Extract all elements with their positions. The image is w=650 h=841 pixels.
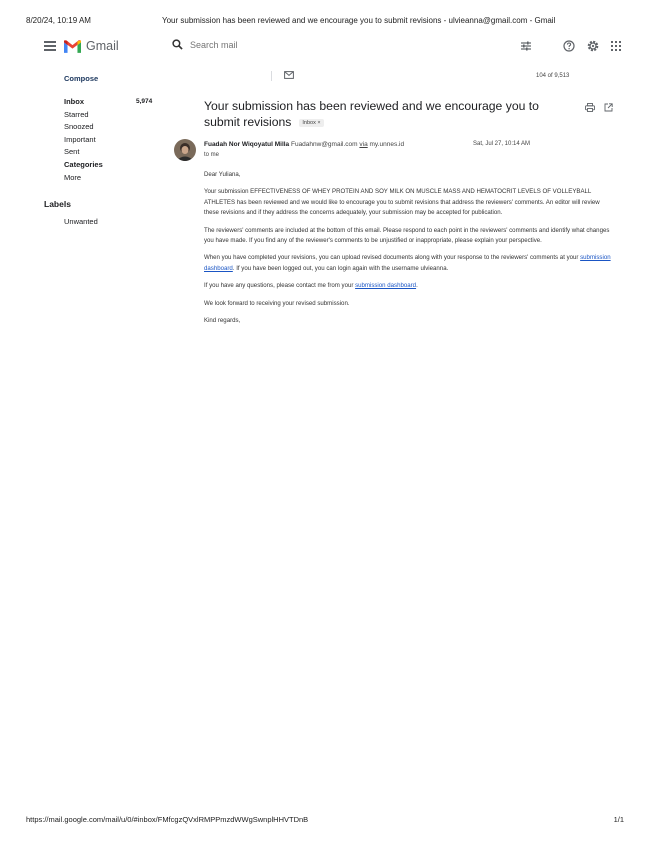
search-bar[interactable] [172, 39, 390, 50]
search-input[interactable] [190, 40, 390, 50]
body-paragraph-3: When you have completed your revisions, you can upload revised documents along with your response to the reviewers' comments at your submission dashboard. If you have been logged out, you can login again with the username ulvieanna. [204, 254, 611, 272]
mark-unread-icon[interactable] [284, 71, 294, 79]
open-in-new-window-icon[interactable] [604, 103, 613, 112]
sender-email: Fuadahnw@gmail.com [290, 141, 358, 148]
submission-dashboard-link[interactable]: submission dashboard [355, 282, 417, 290]
gmail-logo[interactable] [64, 39, 119, 53]
message-date: Sat, Jul 27, 10:14 AM [473, 141, 531, 147]
sidebar-item-starred[interactable]: Starred [64, 109, 89, 119]
toolbar-divider [271, 71, 272, 81]
filter-icon[interactable] [520, 40, 532, 52]
body-paragraph-4: If you have any questions, please contact me from your submission dashboard. [204, 282, 418, 290]
sidebar-item-important[interactable]: Important [64, 134, 96, 144]
sidebar-nav [64, 96, 160, 184]
recipient-to-me[interactable]: to me [204, 152, 220, 158]
menu-icon[interactable] [44, 41, 56, 51]
compose-button[interactable]: Compose [64, 74, 99, 83]
sidebar-item-categories[interactable]: Categories [64, 159, 103, 169]
message-subject [204, 99, 576, 131]
sidebar-item-sent[interactable]: Sent [64, 147, 80, 157]
unread-count: 5,974 [136, 98, 153, 105]
sidebar-item-snoozed[interactable]: Snoozed [64, 122, 94, 132]
sender-line [204, 141, 404, 148]
message-pager: 104 of 9,513 [536, 73, 570, 79]
avatar[interactable] [174, 139, 196, 161]
submission-dashboard-link[interactable]: submission dashboard [204, 254, 611, 272]
gmail-m-icon [64, 40, 81, 53]
help-icon[interactable] [563, 40, 575, 52]
sidebar-item-more[interactable]: More [64, 172, 82, 182]
via-word: via [359, 141, 368, 148]
via-domain: my.unnes.id [369, 141, 405, 148]
message-body [204, 170, 614, 333]
apps-grid-icon[interactable] [610, 40, 622, 52]
sender-name[interactable]: Fuadah Nor Wiqoyatul Milla [204, 141, 290, 148]
body-paragraph-1: Your submission EFFECTIVENESS OF WHEY PROTEIN AND SOY MILK ON MUSCLE MASS AND HEMATOCRIT LEVELS OF VOLLEYBALL ATHLETES has been reviewed and we would like to encourage you to submit revisions that address the reviewers' comments. An editor will review these revisions and if they address the concerns adequately, your submission may be accepted for publication. [204, 188, 600, 217]
inbox-label-chip[interactable]: Inbox × [299, 119, 323, 127]
subject-text: Your submission has been reviewed and we encourage you to submit revisions [204, 99, 539, 129]
settings-icon[interactable] [587, 40, 599, 52]
body-paragraph-5: We look forward to receiving your revised submission. [204, 299, 350, 307]
labels-heading: Labels [44, 199, 71, 209]
label-item-unwanted[interactable]: Unwanted [64, 217, 98, 226]
body-paragraph-2: The reviewers' comments are included at the bottom of this email. Please respond to each point in the reviewers' comments and identify what changes you have made. If you find any of the reviewer's comments to be unjustified or inappropriate, please explain your perspective. [204, 226, 610, 245]
search-icon[interactable] [172, 39, 183, 50]
greeting: Dear Yuliana, [204, 171, 241, 178]
print-page-number: 1/1 [613, 815, 624, 824]
print-datetime: 8/20/24, 10:19 AM [26, 16, 91, 25]
gmail-logo-text: Gmail [86, 39, 119, 53]
print-url: https://mail.google.com/mail/u/0/#inbox/FMfcgzQVxlRMPPmzdWWgSwnplHHVTDnB [26, 815, 309, 824]
closing: Kind regards, [204, 317, 241, 325]
sidebar-item-inbox[interactable] [64, 96, 160, 109]
sender-photo [174, 139, 196, 161]
print-page-title: Your submission has been reviewed and we encourage you to submit revisions - ulvieanna@gmail.com - Gmail [162, 16, 556, 25]
print-icon[interactable] [585, 103, 595, 112]
sidebar-item-label: Inbox [64, 97, 84, 106]
